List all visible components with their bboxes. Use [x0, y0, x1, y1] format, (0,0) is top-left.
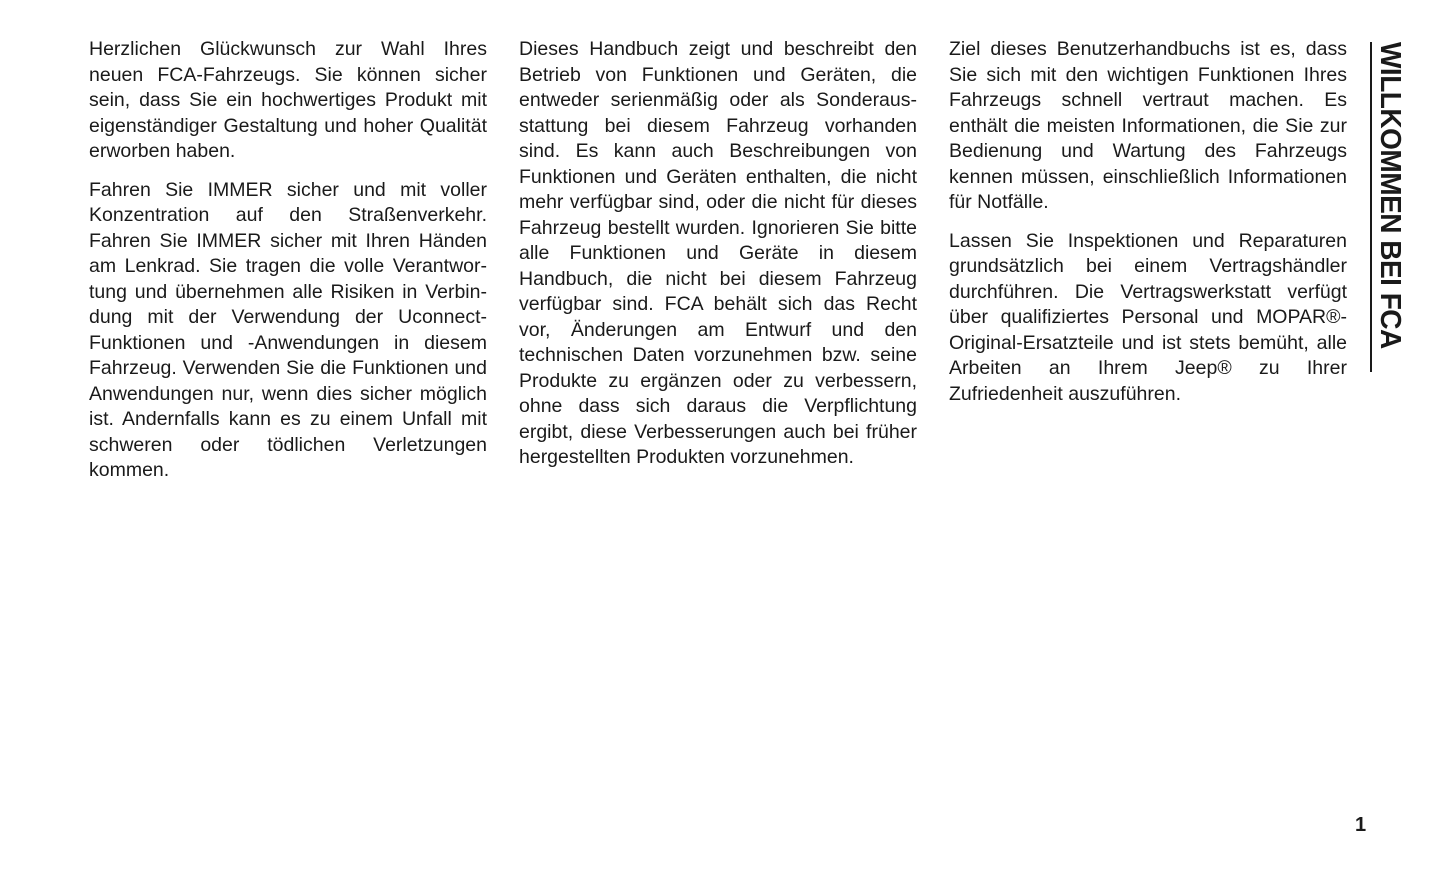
paragraph-manual-goal: Ziel dieses Benutzerhandbuchs ist es, dass Sie sich mit den wichtigen Funktionen Ihres Fahrzeugs schnell vertraut machen. Es enthält die meisten Informationen, die Sie zur Bedienung und Wartung des Fahrzeugs kennen müssen, einschließlich Informationen für Notfälle.	[949, 38, 1347, 213]
paragraph-service: Lassen Sie Inspektionen und Reparaturen grundsätzlich bei einem Vertragshändler durchführen. Die Vertragswerkstatt verfügt über qualifiziertes Personal und MOPAR®-Original-Ersatzteile und ist stets bemüht, alle Arbeiten an Ihrem Jeep® zu Ihrer Zufriedenheit auszuführen.	[949, 229, 1347, 405]
paragraph-congratulations: Herzlichen Glückwunsch zur Wahl Ihres neuen FCA-Fahrzeugs. Sie können sicher sein, dass Sie ein hochwertiges Produkt mit eigenständiger Gestaltung und hoher Qualität erworben haben.	[89, 38, 487, 162]
paragraph-manual-scope: Dieses Handbuch zeigt und beschreibt den Betrieb von Funktionen und Geräten, die entweder serienmäßig oder als Sonderausstattung bei diesem Fahrzeug vorhanden sind. Es kann auch Beschreibungen von Funktionen und Geräten enthalten, die nicht mehr verfügbar sind, oder die nicht für dieses Fahrzeug bestellt wurden. Ignorieren Sie bitte alle Funktionen und Geräte in diesem Handbuch, die nicht bei diesem Fahrzeug verfügbar sind. FCA behält sich das Recht vor, Änderungen am Entwurf und den technischen Daten vorzunehmen bzw. seine Produkte zu ergänzen oder zu verbessern, ohne dass sich daraus die Verpflichtung ergibt, diese Verbesserungen auch bei früher hergestellten Produkten vorzunehmen.	[519, 38, 917, 468]
page-number: 1	[1355, 814, 1367, 836]
text-column-1	[89, 37, 487, 497]
paragraph-safety-warning: Fahren Sie IMMER sicher und mit voller Konzentration auf den Straßenverkehr. Fahren Sie IMMER sicher mit Ihren Händen am Lenkrad. Sie tragen die volle Verantwortung und übernehmen alle Risiken in Verbindung mit der Verwendung der Uconnect-Funktionen und -Anwendungen in diesem Fahrzeug. Verwenden Sie die Funktionen und Anwendungen nur, wenn dies sicher möglich ist. Andernfalls kann es zu einem Unfall mit schweren oder tödlichen Verletzungen kommen.	[89, 178, 487, 481]
text-column-3	[949, 37, 1347, 420]
section-title-tab	[1370, 42, 1412, 372]
text-column-2	[519, 37, 917, 484]
section-title: WILLKOMMEN BEI FCA	[1374, 42, 1407, 349]
